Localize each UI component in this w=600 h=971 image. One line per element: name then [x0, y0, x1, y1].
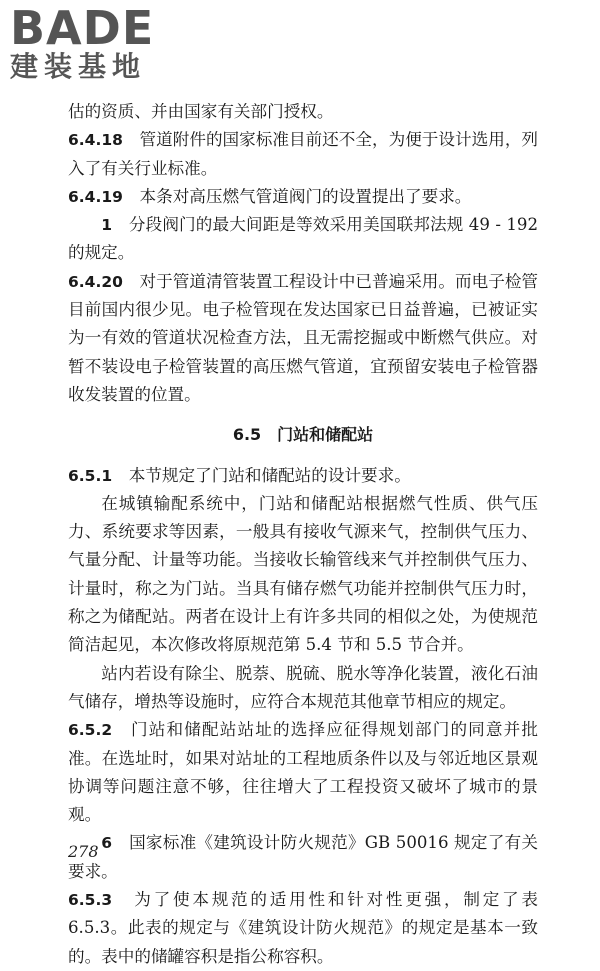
clause-6-4-19 — [68, 183, 538, 211]
clause-number: 6.5.1 — [68, 466, 113, 485]
paragraph: 站内若设有除尘、脱萘、脱硫、脱水等净化装置，液化石油气储存，增热等设施时，应符合本规范其他章节相应的规定。 — [68, 663, 538, 711]
item-number: 6 — [101, 834, 112, 853]
item-6 — [68, 829, 538, 886]
clause-text: 为了使本规范的适用性和针对性更强，制定了表 6.5.3。此表的规定与《建筑设计防火规范》的规定是基本一致的。表中的储罐容积是指公称容积。 — [68, 890, 539, 966]
clause-number: 6.4.20 — [68, 272, 123, 291]
clause-number: 6.5.3 — [68, 891, 113, 910]
clause-6-5-1 — [68, 462, 538, 490]
clause-6-5-2 — [68, 716, 538, 829]
clause-number: 6.4.19 — [68, 187, 123, 206]
paragraph: 在城镇输配系统中，门站和储配站根据燃气性质、供气压力、系统要求等因素，一般具有接收气源来气，控制供气压力、气量分配、计量等功能。当接收长输管线来气并控制供气压力、计量时，称之为门站。当具有储存燃气功能并控制供气压力时，称之为储配站。两者在设计上有许多共同的相似之处，为使规范简洁起见，本次修改将原规范第 5.4 节和 5.5 节合并。 — [68, 493, 538, 655]
paragraph-continuation: 估的资质、并由国家有关部门授权。 — [68, 102, 334, 121]
logo-subtitle: 建装基地 — [10, 50, 147, 83]
clause-text: 对于管道清管装置工程设计中已普遍采用。而电子检管目前国内很少见。电子检管现在发达国家已日益普遍，已被证实为一有效的管道状况检查方法，且无需挖掘或中断燃气供应。对暂不装设电子检管装置的高压燃气管道，宜预留安装电子检管器收发装置的位置。 — [68, 271, 539, 404]
logo-word: BADE — [10, 1, 155, 55]
clause-6-4-20 — [68, 268, 538, 409]
clause-number: 6.4.18 — [68, 131, 123, 150]
document-body — [68, 98, 538, 971]
clause-text: 本条对高压燃气管道阀门的设置提出了要求。 — [139, 186, 472, 206]
clause-text: 管道附件的国家标准目前还不全，为便于设计选用，列入了有关行业标准。 — [68, 130, 539, 178]
clause-text: 门站和储配站站址的选择应征得规划部门的同意并批准。在选址时，如果对站址的工程地质条件以及与邻近地区景观协调等问题注意不够，往往增大了工程投资又破坏了城市的景观。 — [68, 720, 539, 825]
clause-text: 本节规定了门站和储配站的设计要求。 — [128, 465, 411, 485]
item-text: 分段阀门的最大间距是等效采用美国联邦法规 49 - 192 的规定。 — [68, 215, 539, 263]
clause-number: 6.5.2 — [68, 721, 113, 740]
item-number: 1 — [101, 216, 112, 235]
clause-6-4-18 — [68, 126, 538, 183]
item-1 — [68, 211, 538, 268]
clause-6-5-3 — [68, 886, 538, 971]
page-number: 278 — [68, 842, 99, 861]
section-title: 6.5 门站和储配站 — [232, 425, 374, 445]
logo — [10, 1, 185, 90]
item-text: 国家标准《建筑设计防火规范》GB 50016 规定了有关要求。 — [68, 833, 539, 881]
